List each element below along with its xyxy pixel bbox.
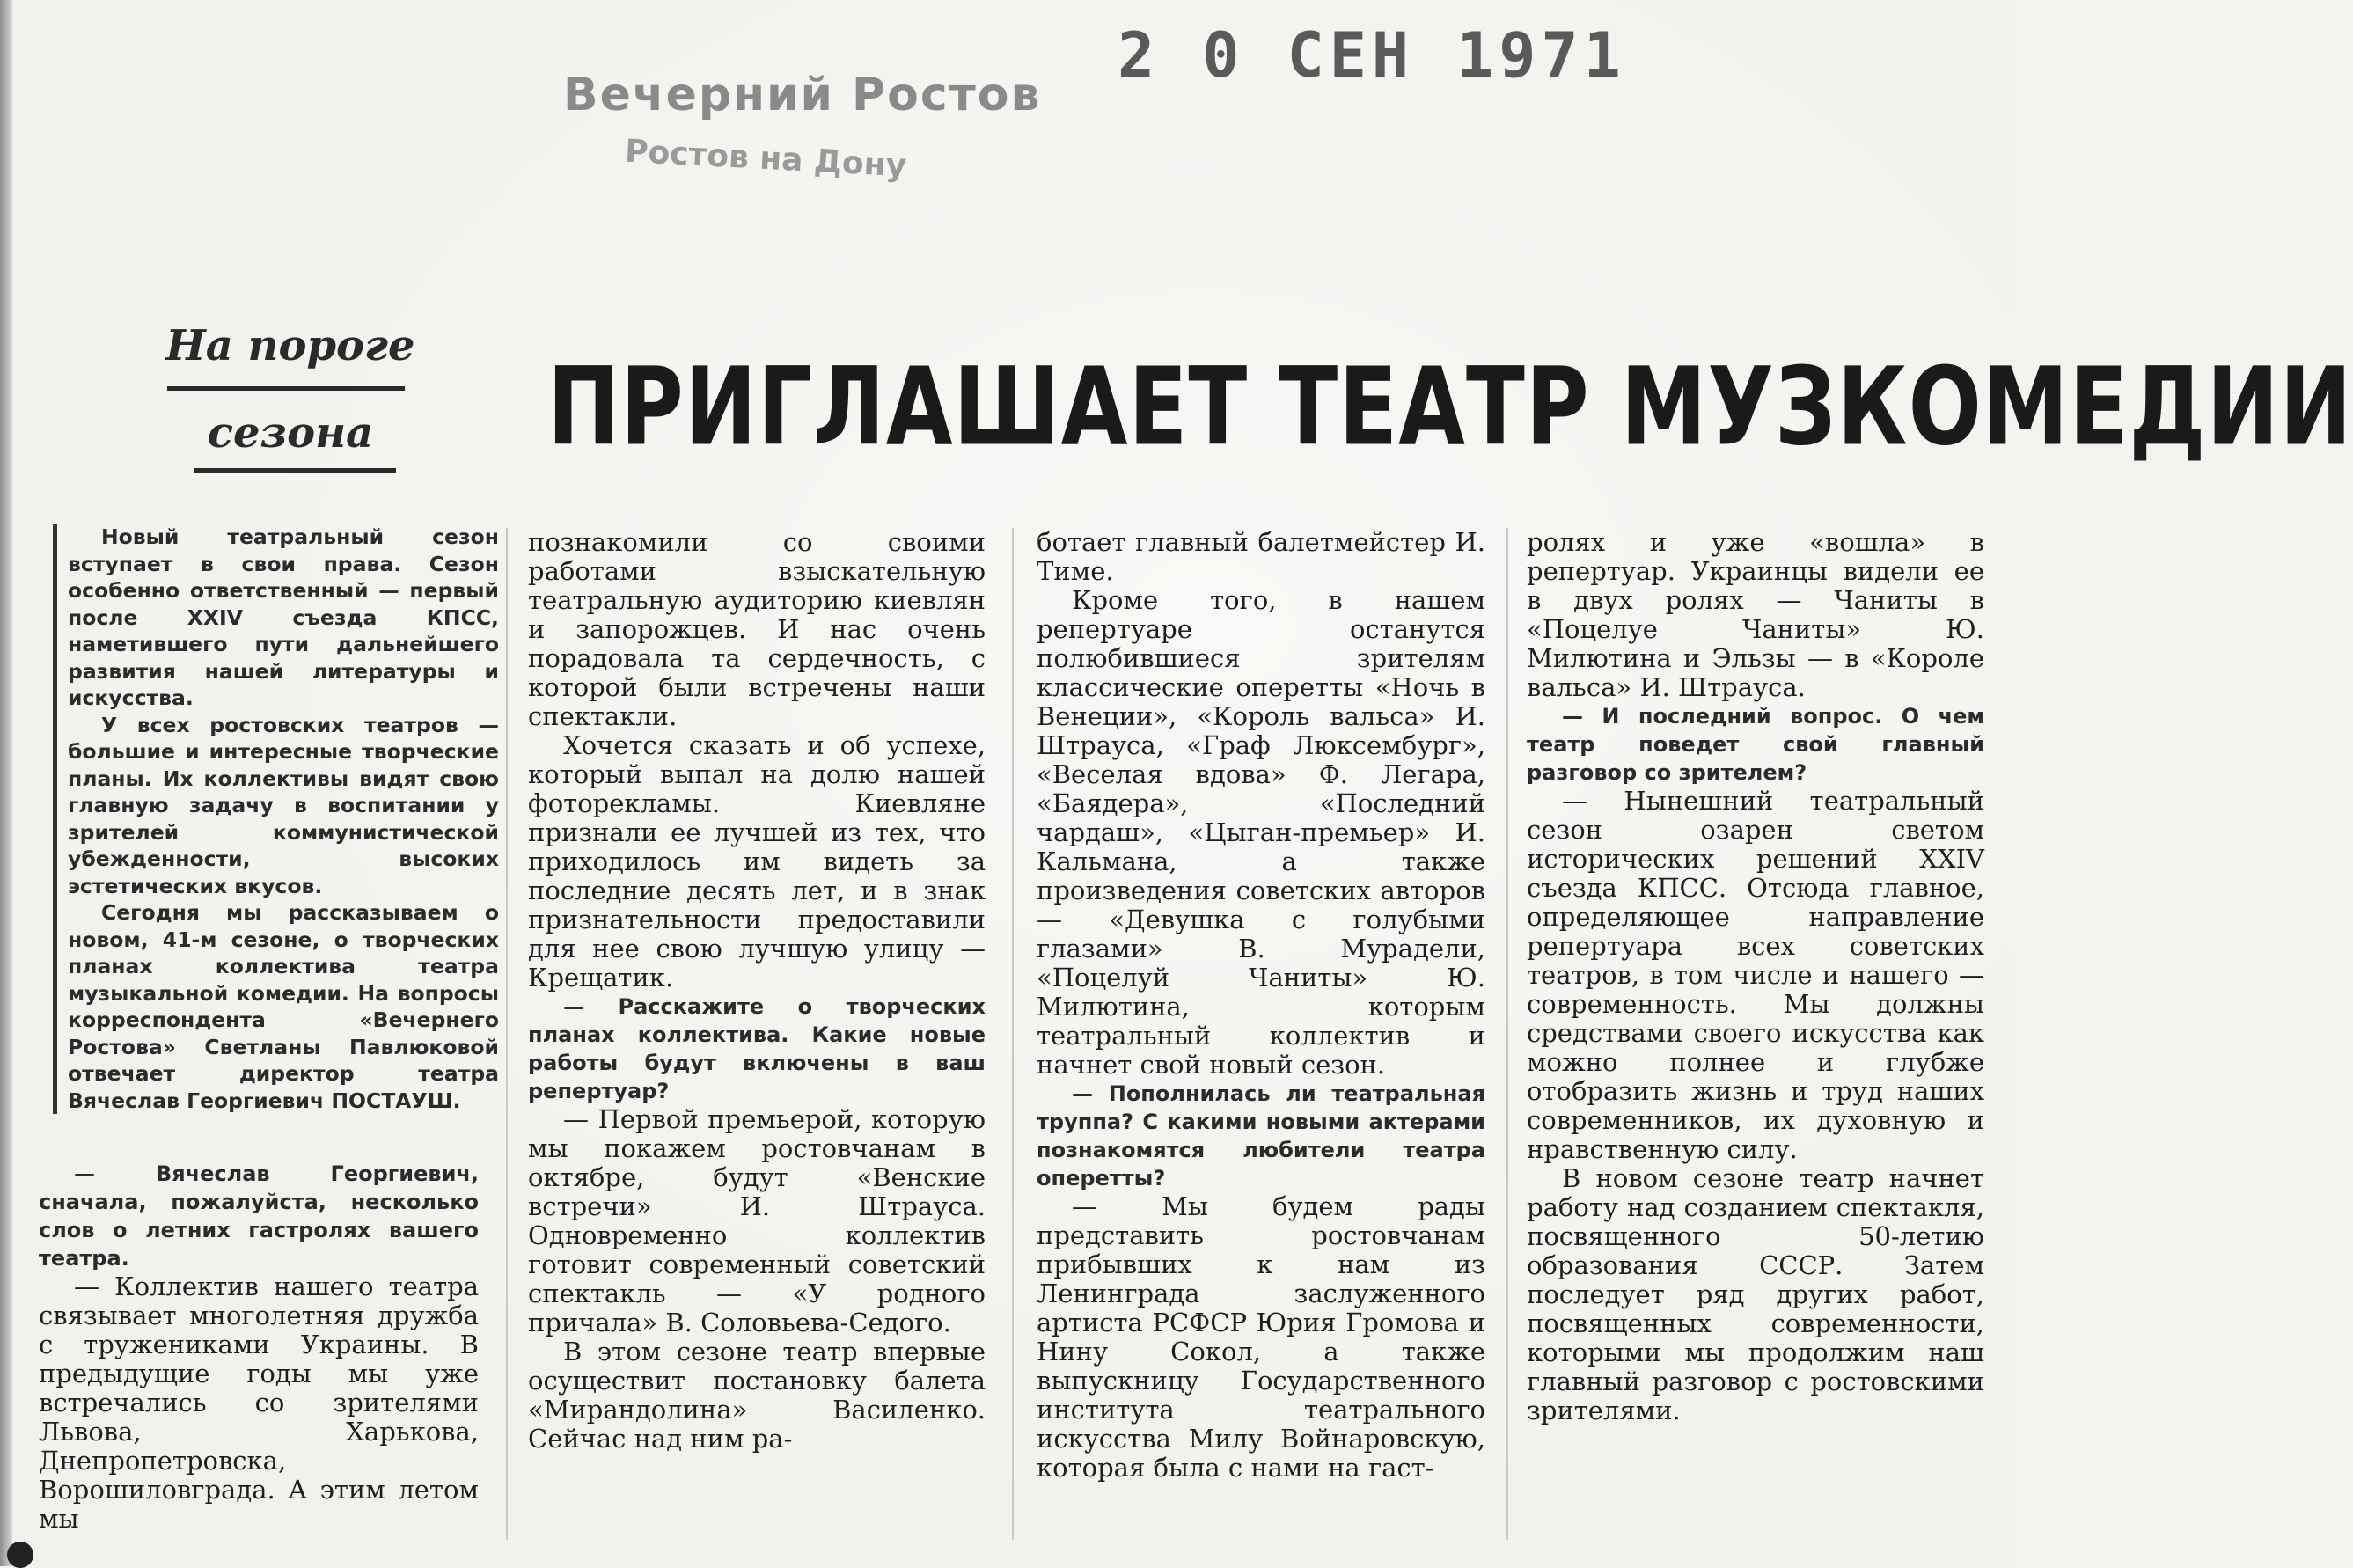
article-paragraph: ботает главный балетмейстер И. Тиме. — [1037, 527, 1485, 586]
intro-paragraph: Сегодня мы рассказываем о новом, 41-м сезоне, о творческих планах коллектива театра музыкальной комедии. На вопросы корреспондента «Вечернего Ростова» Светланы Павлюковой отвечает директор театра Вячеслав Георгиевич ПОСТАУШ. — [68, 900, 499, 1113]
article-paragraph: В этом сезоне театр впервые осуществит постановку балета «Мирандолина» Василенко. Сейчас над ним ра- — [528, 1337, 986, 1454]
headline: ПРИГЛАШАЕТ ТЕАТР МУЗКОМЕДИИ — [547, 345, 2353, 471]
punch-hole — [7, 1542, 33, 1568]
interview-answer: — Нынешний театральный сезон озарен светом исторических решений XXIV съезда КПСС. Отсюда главное, определяющее направление репертуара всех советских театров, в том числе и нашего — современность. Мы должны средствами своего искусства как можно полнее и глубже отобразить жизнь и труд наших современников, их духовную и нравственную силу. — [1527, 786, 1984, 1164]
article-paragraph: В новом сезоне театр начнет работу над созданием спектакля, посвященного 50-летию образования СССР. Затем последует ряд других работ, посвященных современности, которыми мы продолжим наш главный разговор с ростовскими зрителями. — [1527, 1163, 1984, 1425]
interview-question: — Расскажите о творческих планах коллектива. Какие новые работы будут включены в ваш репертуар? — [528, 994, 986, 1103]
article-paragraph: Кроме того, в нашем репертуаре останутся полюбившиеся зрителям классические оперетты «Ночь в Венеции», «Король вальса» И. Штрауса, «Граф Люксембург», «Веселая вдова» Ф. Легара, «Баядера», «Последний чардаш», «Цыган-премьер» И. Кальмана, а также произведения советских авторов — «Девушка с голубыми глазами» В. Мурадели, «Поцелуй Чаниты» Ю. Милютина, которым театральный коллектив и начнет свой новый сезон. — [1037, 585, 1485, 1080]
interview-answer: — Первой премьерой, которую мы покажем ростовчанам в октябре, будут «Венские встречи» И. Штрауса. Одновременно коллектив готовит современный советский спектакль — «У родного причала» В. Соловьева-Седого. — [528, 1104, 986, 1337]
interview-answer: — Мы будем рады представить ростовчанам прибывших к нам из Ленинграда заслуженного артиста РСФСР Юрия Громова и Нину Сокол, а также выпускницу Государственного института театрального искусства Милу Войнаровскую, которая была с нами на гаст- — [1037, 1191, 1485, 1483]
rubric-line-2: сезона — [207, 408, 374, 458]
article-column-2 — [528, 528, 986, 1454]
interview-answer: — Коллектив нашего театра связывает многолетняя дружба с тружениками Украины. В предыдущие годы мы уже встречались со зрителями Львова, Харькова, Днепропетровска, Ворошиловграда. А этим летом мы — [39, 1271, 479, 1534]
interview-question: — Пополнилась ли театральная труппа? С какими новыми актерами познакомятся любители театра оперетты? — [1037, 1081, 1485, 1191]
rubric-rule — [194, 468, 396, 473]
article-column-3 — [1037, 528, 1485, 1483]
rubric — [158, 321, 422, 473]
interview-question: — И последний вопрос. О чем театр поведет свой главный разговор со зрителем? — [1527, 704, 1984, 785]
newspaper-stamp: Вечерний Ростов — [563, 69, 1042, 121]
article-paragraph: ролях и уже «вошла» в репертуар. Украинцы видели ее в двух ролях — Чаниты в «Поцелуе Чаниты» Ю. Милютина и Эльзы — в «Короле вальса» И. Штрауса. — [1527, 527, 1984, 702]
city-stamp: Ростов на Дону — [624, 133, 908, 185]
rubric-line-1: На пороге — [165, 321, 415, 370]
article-paragraph: Хочется сказать и об успехе, который выпал на долю нашей фоторекламы. Киевляне признали ее лучшей из тех, что приходилось им видеть за последние десять лет, и в знак признательности предоставили для нее свою лучшую улицу — Крещатик. — [528, 730, 986, 993]
scan-edge — [0, 0, 12, 1566]
article-paragraph: познакомили со своими работами взыскательную театральную аудиторию киевлян и запорожцев. И нас очень порадовала та сердечность, с которой были встречены наши спектакли. — [528, 527, 986, 731]
column-divider — [1012, 528, 1014, 1540]
rubric-rule — [167, 386, 405, 391]
intro-paragraph: Новый театральный сезон вступает в свои права. Сезон особенно ответственный — первый после XXIV съезда КПСС, наметившего пути дальнейшего развития нашей литературы и искусства. — [68, 524, 499, 710]
intro-paragraph: У всех ростовских театров — большие и интересные творческие планы. Их коллективы видят свою главную задачу в воспитании у зрителей коммунистической убежденности, высоких эстетических вкусов. — [68, 712, 499, 898]
article-column-1 — [39, 1160, 479, 1534]
column-divider — [506, 528, 508, 1540]
article-column-4 — [1527, 528, 1984, 1425]
column-divider — [1506, 528, 1508, 1540]
date-stamp: 2 0 СЕН 1971 — [1118, 19, 1626, 92]
intro-lead — [53, 524, 499, 1114]
interview-question: — Вячеслав Георгиевич, сначала, пожалуйста, несколько слов о летних гастролях вашего театра. — [39, 1161, 479, 1271]
